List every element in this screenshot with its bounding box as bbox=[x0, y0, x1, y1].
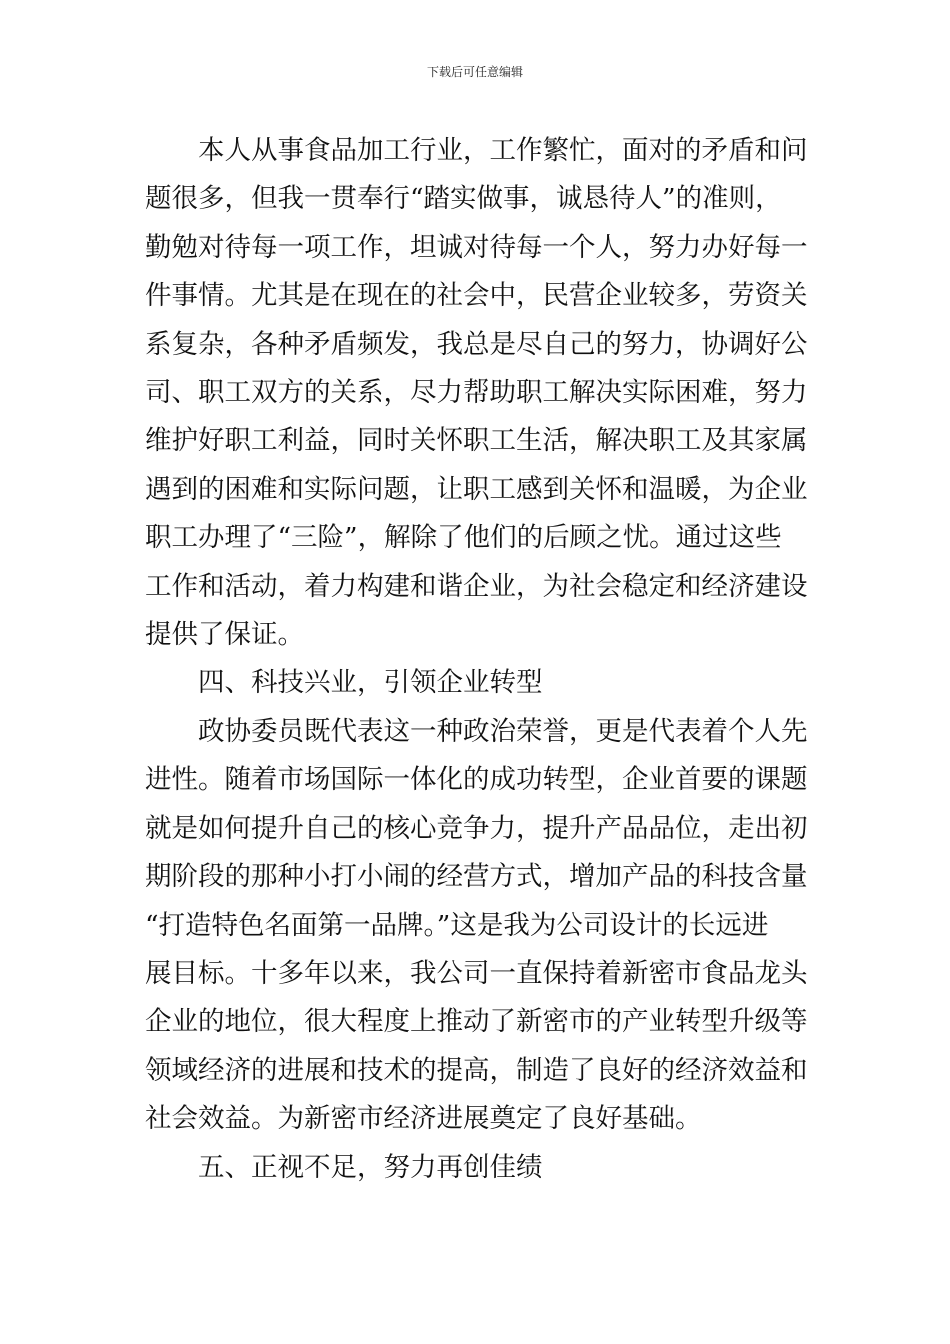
paragraph bbox=[145, 127, 809, 659]
text-line: 进性。随着市场国际一体化的成功转型，企业首要的课题 bbox=[145, 764, 808, 796]
text-line: 社会效益。为新密市经济进展奠定了良好基础。 bbox=[145, 1103, 702, 1135]
text-line: 工作和活动，着力构建和谐企业，为社会稳定和经济建设 bbox=[145, 570, 808, 602]
document-body bbox=[145, 127, 809, 1192]
page-header: 下载后可任意编辑 bbox=[426, 65, 523, 79]
text-line: 勤勉对待每一项工作，坦诚对待每一个人，努力办好每一 bbox=[145, 231, 808, 263]
text-line: 遇到的困难和实际问题，让职工感到关怀和温暖，为企业 bbox=[145, 473, 808, 505]
text-line: 司、职工双方的关系，尽力帮助职工解决实际困难，努力 bbox=[145, 377, 808, 409]
text-line: 本人从事食品加工行业，工作繁忙，面对的矛盾和问 bbox=[198, 135, 808, 166]
text-line: 企业的地位，很大程度上推动了新密市的产业转型升级等 bbox=[145, 1006, 808, 1038]
text-line: 维护好职工利益，同时关怀职工生活，解决职工及其家属 bbox=[145, 425, 808, 457]
text-line: “打造特色名面第一品牌。”这是我为公司设计的长远进 bbox=[145, 909, 769, 941]
text-line: 就是如何提升自己的核心竞争力，提升产品品位，走出初 bbox=[145, 812, 808, 844]
text-line: 职工办理了“三险”，解除了他们的后顾之忧。通过这些 bbox=[145, 522, 782, 554]
text-line: 政协委员既代表这一种政治荣誉，更是代表着个人先 bbox=[198, 715, 808, 747]
text-line: 期阶段的那种小打小闹的经营方式，增加产品的科技含量 bbox=[145, 861, 808, 893]
paragraph-labor-relations bbox=[145, 127, 809, 659]
text-line: 件事情。尤其是在现在的社会中，民营企业较多，劳资关 bbox=[145, 280, 808, 312]
text-line: 展目标。十多年以来，我公司一直保持着新密市食品龙头 bbox=[145, 957, 808, 989]
paragraph bbox=[145, 708, 809, 1144]
text-line: 领域经济的进展和技术的提高，制造了良好的经济效益和 bbox=[145, 1054, 808, 1086]
text-line: 系复杂，各种矛盾频发，我总是尽自己的努力，协调好公 bbox=[145, 328, 808, 360]
section-heading-4: 四、科技兴业，引领企业转型 bbox=[198, 667, 543, 699]
text-line: 提供了保证。 bbox=[145, 619, 304, 651]
text-line: 题很多，但我一贯奉行“踏实做事，诚恳待人”的准则， bbox=[145, 183, 782, 215]
section-heading-5: 五、正视不足，努力再创佳绩 bbox=[198, 1151, 543, 1183]
paragraph-tech-transformation bbox=[145, 708, 809, 1144]
